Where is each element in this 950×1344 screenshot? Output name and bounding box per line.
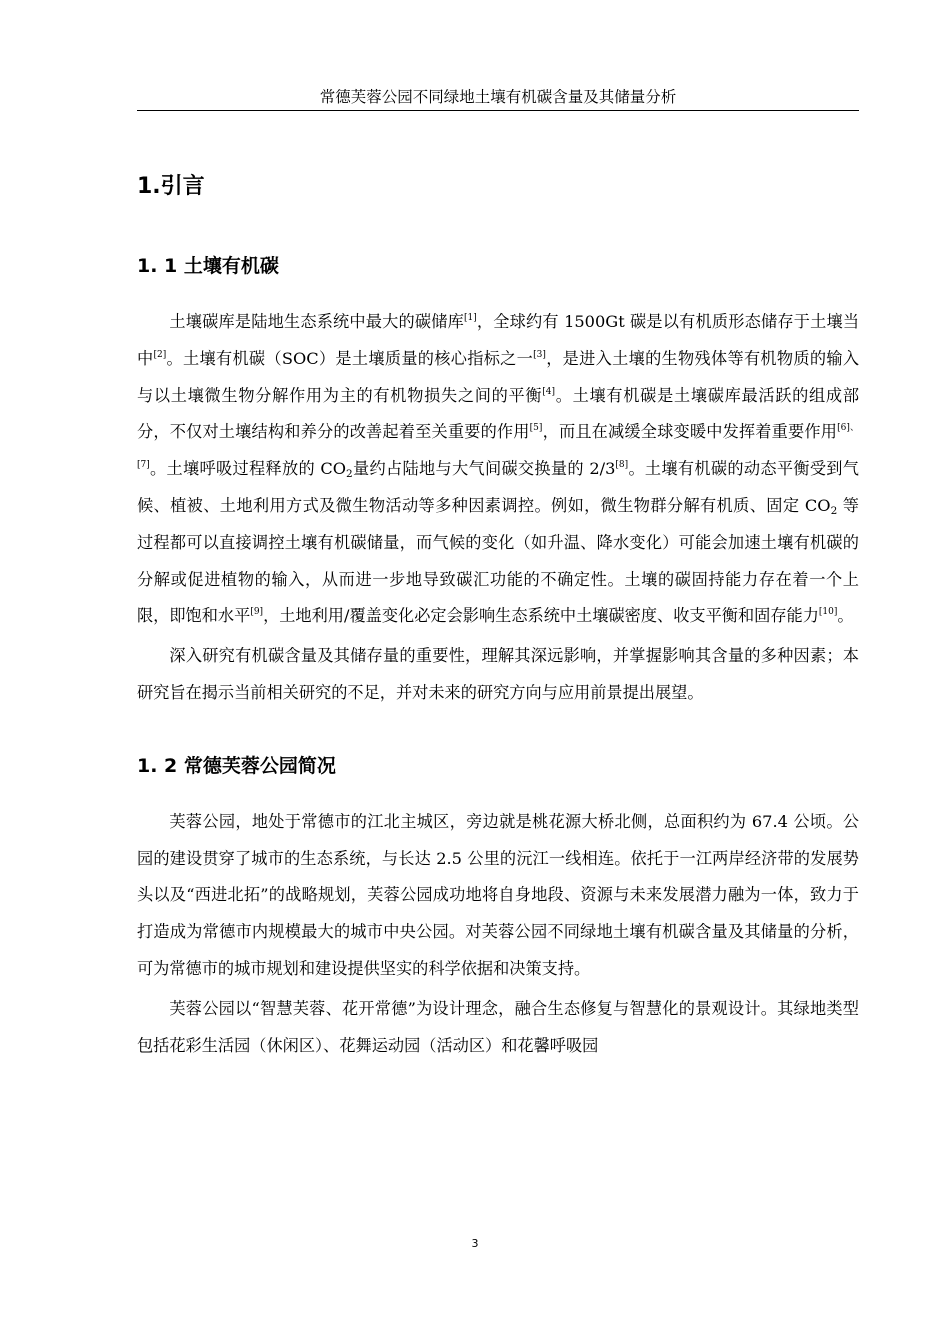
subsection-title-soil-organic-carbon: 1. 1 土壤有机碳 (137, 255, 279, 277)
subsection-title-park-overview: 1. 2 常德芙蓉公园简况 (137, 754, 336, 777)
text-run: 。土壤有机碳（SOC）是土壤质量的核心指标之一 (166, 348, 534, 368)
text-run: ，是进入土壤的生物残体等有机物质的输入与以土壤微生物分解作用为主的有机物损失之间的平衡 (137, 348, 860, 405)
paragraph-research-significance: 深入研究有机碳含量及其储存量的重要性，理解其深远影响，并掌握影响其含量的多种因素；本研究旨在揭示当前相关研究的不足，并对未来的研究方向与应用前景提出展望。 (137, 646, 859, 702)
paragraph-park-location: 芙蓉公园，地处于常德市的江北主城区，旁边就是桃花源大桥北侧，总面积约为 67.4 公顷。公园的建设贯穿了城市的生态系统，与长达 2.5 公里的沅江一线相连。依托于一江两岸经济带的发展势头以及“西进北拓”的战略规划，芙蓉公园成功地将自身地段、资源与未来发展潜力融为一体，致力于打造成为常德市内规模最大的城市中央公园。对芙蓉公园不同绿地土壤有机碳含量及其储量的分析，可为常德市的城市规划和建设提供坚实的科学依据和决策支持。 (137, 811, 859, 978)
running-header (137, 86, 859, 111)
citation-ref: [4] (542, 386, 556, 397)
running-title: 常德芙蓉公园不同绿地土壤有机碳含量及其储量分析 (319, 88, 677, 106)
page-body (137, 160, 859, 1064)
text-run: 。土壤有机碳的动态平衡受到气候、植被、土地利用方式及微生物活动等多种因素调控。例如，微生物群分解有机质、固定 CO (137, 459, 859, 515)
citation-ref: [10] (818, 607, 838, 618)
citation-ref: [9] (250, 607, 264, 618)
subscript: 2 (830, 504, 838, 517)
paragraph-soil-organic-carbon (137, 304, 859, 635)
citation-ref: [5] (529, 423, 543, 434)
text-run: ，全球约有 1500Gt 碳是以有机质形态储存于土壤当中 (137, 312, 860, 368)
citation-ref: [1] (464, 313, 477, 323)
text-run: 土壤碳库是陆地生态系统中最大的碳储库 (169, 312, 464, 331)
text-run: 。土壤有机碳是土壤碳库最活跃的组成部分，不仅对土壤结构和养分的改善起着至关重要的作用 (137, 385, 860, 442)
citation-ref: [6]、[7] (137, 423, 860, 471)
text-run: 。土壤呼吸过程释放的 CO (149, 459, 347, 479)
paragraph-park-design: 芙蓉公园以“智慧芙蓉、花开常德”为设计理念，融合生态修复与智慧化的景观设计。其绿地类型包括花彩生活园（休闲区）、花舞运动园（活动区）和花馨呼吸园 (137, 998, 859, 1055)
citation-ref: [3] (533, 349, 546, 360)
citation-ref: [2] (153, 349, 167, 360)
subscript: 2 (346, 468, 353, 481)
text-run: 等过程都可以直接调控土壤有机碳储量，而气候的变化（如升温、降水变化）可能会加速土壤有机碳的分解或促进植物的输入，从而进一步地导致碳汇功能的不确定性。土壤的碳固持能力存在着一个上限，即饱和水平 (137, 495, 859, 626)
text-run: 。 (837, 606, 854, 626)
text-run: 量约占陆地与大气间碳交换量的 2/3 (352, 459, 616, 479)
text-run: ，土地利用/覆盖变化必定会影响生态系统中土壤碳密度、收支平衡和固存能力 (263, 606, 819, 626)
text-run: ，而且在减缓全球变暖中发挥着重要作用 (542, 422, 838, 442)
citation-ref: [8] (615, 460, 629, 471)
page-number: 3 (471, 1237, 479, 1250)
section-title: 1.引言 (137, 174, 205, 199)
